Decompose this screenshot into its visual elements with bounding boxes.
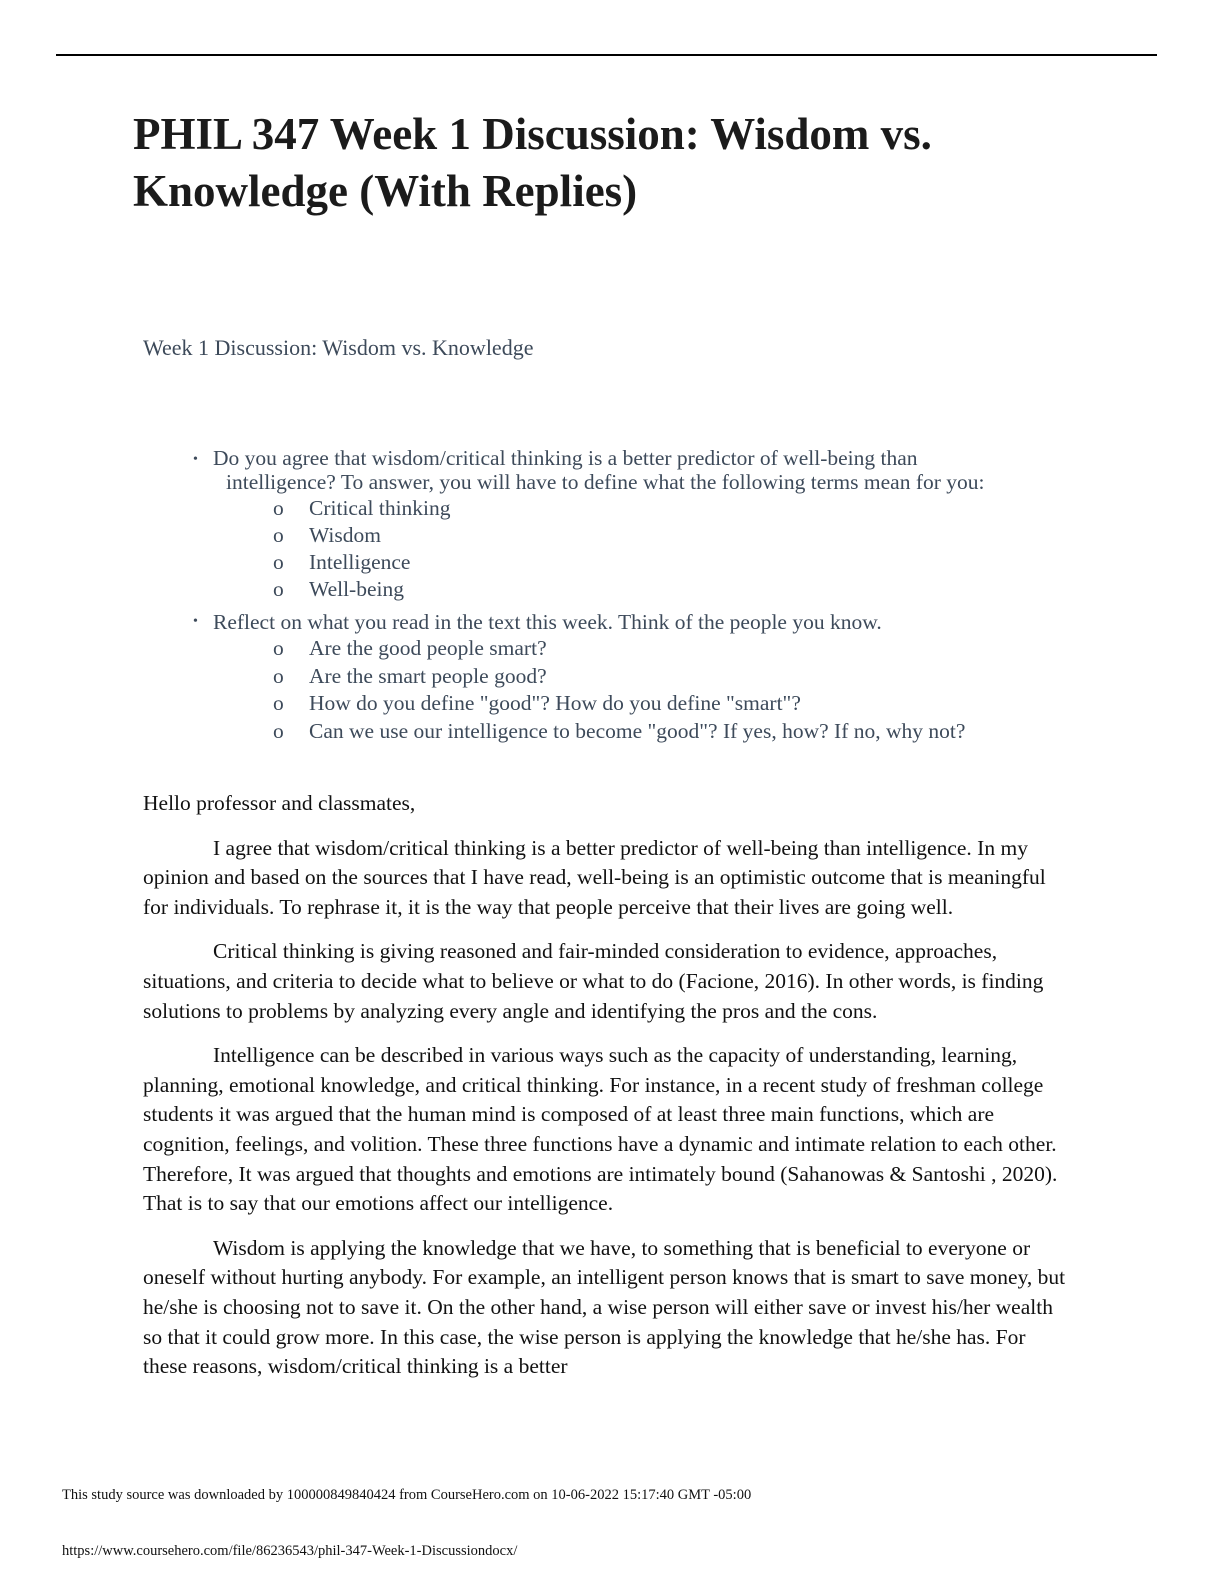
sub-bullet-icon: o — [273, 664, 284, 688]
response-paragraph: Wisdom is applying the knowledge that we have, to something that is beneficial to everyone or oneself without hurting anybody. For example, an intelligent person knows that is smart to save money, but he/she is choosing not to save it. On the other hand, a wise person will either save or invest his/her wealth so that it could grow more. In this case, the wise person is applying the knowledge that he/she has. For these reasons, wisdom/critical thinking is a better — [143, 1235, 1066, 1379]
prompt-subitem: Intelligence — [309, 550, 411, 574]
prompt-item-line: intelligence? To answer, you will have to define what the following terms mean for you: — [226, 470, 985, 494]
bullet-icon: • — [193, 452, 198, 467]
sub-bullet-icon: o — [273, 577, 284, 601]
prompt-item-line: Reflect on what you read in the text this week. Think of the people you know. — [213, 610, 882, 634]
prompt-subitem: Well-being — [309, 577, 404, 601]
response-paragraph: I agree that wisdom/critical thinking is a better predictor of well-being than intelligence. In my opinion and based on the sources that I have read, well-being is an optimistic outcome that is meaningful for individuals. To rephrase it, it is the way that people perceive that their lives are going well. — [143, 835, 1046, 919]
header-rule — [56, 54, 1157, 56]
prompt-subitem: Are the good people smart? — [309, 636, 547, 660]
source-url[interactable]: https://www.coursehero.com/file/86236543/phil-347-Week-1-Discussiondocx/ — [62, 1543, 518, 1559]
greeting: Hello professor and classmates, — [143, 791, 416, 815]
download-notice: This study source was downloaded by 100000849840424 from CourseHero.com on 10-06-2022 15:17:40 GMT -05:00 — [62, 1487, 752, 1503]
document-title: PHIL 347 Week 1 Discussion: Wisdom vs. Knowledge (With Replies) — [133, 109, 932, 216]
prompt-subitem: Wisdom — [309, 523, 381, 547]
sub-bullet-icon: o — [273, 719, 284, 743]
sub-bullet-icon: o — [273, 550, 284, 574]
sub-bullet-icon: o — [273, 523, 284, 547]
prompt-subitem: How do you define "good"? How do you define "smart"? — [309, 691, 801, 715]
sub-bullet-icon: o — [273, 496, 284, 520]
response-paragraph: Critical thinking is giving reasoned and fair-minded consideration to evidence, approaches, situations, and criteria to decide what to believe or what to do (Facione, 2016). In other words, is finding solutions to problems by analyzing every angle and identifying the pros and the cons. — [143, 939, 1044, 1023]
discussion-subheading: Week 1 Discussion: Wisdom vs. Knowledge — [143, 335, 534, 360]
bullet-icon: • — [193, 614, 198, 629]
discussion-response — [143, 789, 1073, 1397]
prompt-subitem: Can we use our intelligence to become "good"? If yes, how? If no, why not? — [309, 719, 966, 743]
prompt-subitem: Are the smart people good? — [309, 664, 547, 688]
sub-bullet-icon: o — [273, 691, 284, 715]
prompt-item-line: Do you agree that wisdom/critical thinking is a better predictor of well-being than — [213, 446, 918, 470]
response-paragraph: Intelligence can be described in various ways such as the capacity of understanding, learning, planning, emotional knowledge, and critical thinking. For instance, in a recent study of freshman college students it was argued that the human mind is composed of at least three main functions, which are cognition, feelings, and volition. These three functions have a dynamic and intimate relation to each other. Therefore, It was argued that thoughts and emotions are intimately bound (Sahanowas & Santoshi , 2020). That is to say that our emotions affect our intelligence. — [143, 1043, 1058, 1216]
prompt-subitem: Critical thinking — [309, 496, 451, 520]
sub-bullet-icon: o — [273, 636, 284, 660]
